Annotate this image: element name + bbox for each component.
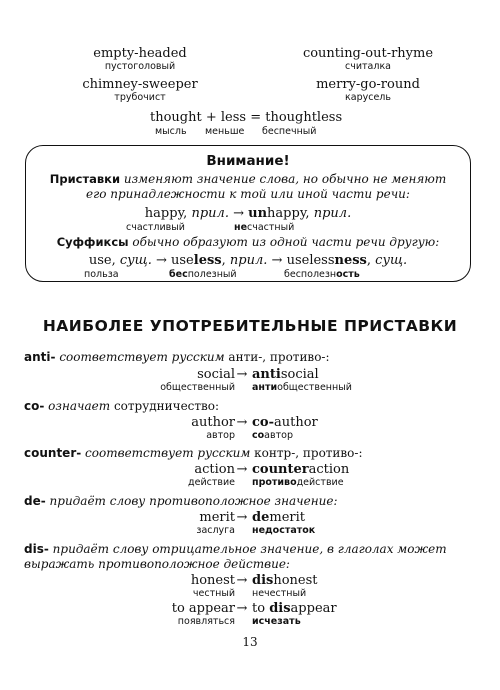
arrow: → xyxy=(233,206,244,221)
attention-prefix-rule-line1 xyxy=(26,172,470,187)
prefix-rule-text: изменяют значение слова, но обычно не меняют xyxy=(123,172,447,186)
ru-unhappy xyxy=(234,222,294,233)
example-right xyxy=(252,415,318,430)
suffix-lead: Суффиксы xyxy=(56,235,129,249)
ru-left: честный xyxy=(192,588,235,599)
prefix-key: de- xyxy=(24,494,46,508)
arrow: → xyxy=(236,367,248,382)
ru-prefix: со xyxy=(252,430,265,441)
prefix-desc: сотрудничество: xyxy=(113,399,220,413)
word: use, xyxy=(88,253,116,268)
attention-box xyxy=(25,145,471,282)
ru-left: автор xyxy=(206,430,235,441)
prefix-desc: придаёт слову отрицательное значение, в глаголах может xyxy=(52,542,447,556)
arrow: → xyxy=(236,510,248,525)
ru-left: действие xyxy=(188,477,235,488)
formula-ru-less: меньше xyxy=(205,126,245,137)
stem-part: honest xyxy=(273,573,318,588)
example-left: merit xyxy=(199,510,235,525)
ru-stem: действие xyxy=(296,477,344,488)
attention-example-happy xyxy=(26,206,470,221)
prefix-dis-desc-line2: выражать противоположное действие: xyxy=(24,557,290,571)
ru-left: появляться xyxy=(177,616,235,627)
ru-use: польза xyxy=(84,269,119,280)
prefix-desc: анти-, противо-: xyxy=(228,350,330,364)
prefix-desc: соответствует русским xyxy=(85,446,251,460)
prefix-anti xyxy=(24,350,330,365)
prefix-desc: контр-, противо-: xyxy=(254,446,363,460)
prefix-de xyxy=(24,494,338,509)
prefix-part: co- xyxy=(252,415,274,430)
word-suffix: ness xyxy=(334,253,367,268)
ru-happy: счастливый xyxy=(126,222,185,233)
compound-en: counting-out-rhyme xyxy=(302,46,434,61)
arrow: → xyxy=(236,415,248,430)
formula-ru-thoughtless: беспечный xyxy=(262,126,317,137)
prefix-desc: соответствует русским xyxy=(59,350,225,364)
example-left: honest xyxy=(190,573,235,588)
ru-left: заслуга xyxy=(196,525,235,536)
compound-merry-go-round xyxy=(278,77,458,103)
formula-ru-thought: мысль xyxy=(155,126,187,137)
ru-right xyxy=(252,525,315,536)
attention-title: Внимание! xyxy=(206,153,290,169)
word-prefix: un xyxy=(248,206,268,221)
example-right xyxy=(252,462,349,477)
prefix-part: dis xyxy=(252,573,274,588)
ru-prefix: противо xyxy=(252,477,297,488)
compound-en: chimney-sweeper xyxy=(82,77,198,92)
ru-word: счастный xyxy=(247,222,295,233)
prefix-part: counter xyxy=(252,462,309,477)
ru-word: бесполезн xyxy=(284,269,337,280)
prefix-lead: Приставки xyxy=(49,172,121,186)
ru-prefix: не xyxy=(234,222,248,233)
ru-right xyxy=(252,382,352,393)
particle: to xyxy=(252,601,270,616)
ru-word: полезный xyxy=(187,269,237,280)
compound-ru: считалка xyxy=(345,61,391,72)
prefix-desc: придаёт слову противоположное значение: xyxy=(49,494,338,508)
ru-right xyxy=(252,616,301,627)
ru-word: исчезать xyxy=(252,616,301,627)
ru-prefix: анти xyxy=(252,382,278,393)
section-title: НАИБОЛЕЕ УПОТРЕБИТЕЛЬНЫЕ ПРИСТАВКИ xyxy=(42,317,458,335)
ru-prefix: бес xyxy=(169,269,188,280)
attention-suffix-rule xyxy=(26,235,470,250)
pos: прил. xyxy=(313,206,352,221)
example-left: action xyxy=(194,462,235,477)
ru-right xyxy=(252,430,293,441)
ru-prefix: недостаток xyxy=(252,525,316,536)
compound-empty-headed xyxy=(60,46,220,72)
prefix-key: co- xyxy=(24,399,45,413)
arrow: → xyxy=(236,601,248,616)
compound-ru: пустоголовый xyxy=(104,61,176,72)
prefix-desc: означает xyxy=(48,399,111,413)
ru-suffix: ость xyxy=(336,269,360,280)
formula-en: thought + less = thoughtless xyxy=(150,110,343,125)
arrow: → xyxy=(236,573,248,588)
attention-example-use: use, сущ. → useless, прил. → uselessness, сущ. xyxy=(88,253,408,268)
compound-ru: трубочист xyxy=(114,92,166,103)
pos: сущ. xyxy=(119,253,152,268)
prefix-part: anti xyxy=(252,367,281,382)
prefix-key: dis- xyxy=(24,542,49,556)
stem-part: merit xyxy=(269,510,305,525)
example-left: author xyxy=(191,415,235,430)
compound-en: merry-go-round xyxy=(316,77,420,92)
ru-useless xyxy=(169,269,237,280)
word: happy, xyxy=(144,206,188,221)
ru-left: общественный xyxy=(160,382,235,393)
ru-uselessness xyxy=(284,269,360,280)
word-suffix: less xyxy=(193,253,222,268)
prefix-key: counter- xyxy=(24,446,82,460)
page-number: 13 xyxy=(242,635,258,649)
word: use xyxy=(171,253,194,268)
stem-part: social xyxy=(280,367,319,382)
prefix-counter xyxy=(24,446,363,461)
word: useless xyxy=(286,253,335,268)
ru-stem: автор xyxy=(264,430,293,441)
pos: прил. xyxy=(191,206,229,221)
example-right xyxy=(252,573,318,588)
prefix-key: anti- xyxy=(24,350,56,364)
stem-part: appear xyxy=(290,601,337,616)
arrow: → xyxy=(155,253,167,268)
example-left: social xyxy=(197,367,235,382)
compound-counting-out-rhyme xyxy=(278,46,458,72)
word: happy, xyxy=(267,206,310,221)
ru-right: нечестный xyxy=(252,588,307,599)
attention-prefix-rule-line2: его принадлежности к той или иной части речи: xyxy=(86,187,410,201)
compound-ru: карусель xyxy=(345,92,391,103)
example-right xyxy=(252,510,305,525)
ru-right xyxy=(252,477,344,488)
prefix-part: dis xyxy=(269,601,291,616)
stem-part: author xyxy=(273,415,318,430)
compound-en: empty-headed xyxy=(93,46,187,61)
pos: прил. xyxy=(229,253,268,268)
stem-part: action xyxy=(308,462,350,477)
arrow: → xyxy=(236,462,248,477)
ru-stem: общественный xyxy=(277,382,352,393)
arrow: → xyxy=(271,253,283,268)
example-right xyxy=(252,601,337,616)
pos: сущ. xyxy=(375,253,408,268)
prefix-dis xyxy=(24,542,447,557)
suffix-rule-text: обычно образуют из одной части речи другую: xyxy=(132,235,440,249)
prefix-co xyxy=(24,399,219,414)
prefix-part: de xyxy=(252,510,270,525)
example-left: to appear xyxy=(171,601,235,616)
example-right xyxy=(252,367,319,382)
compound-chimney-sweeper xyxy=(60,77,220,103)
